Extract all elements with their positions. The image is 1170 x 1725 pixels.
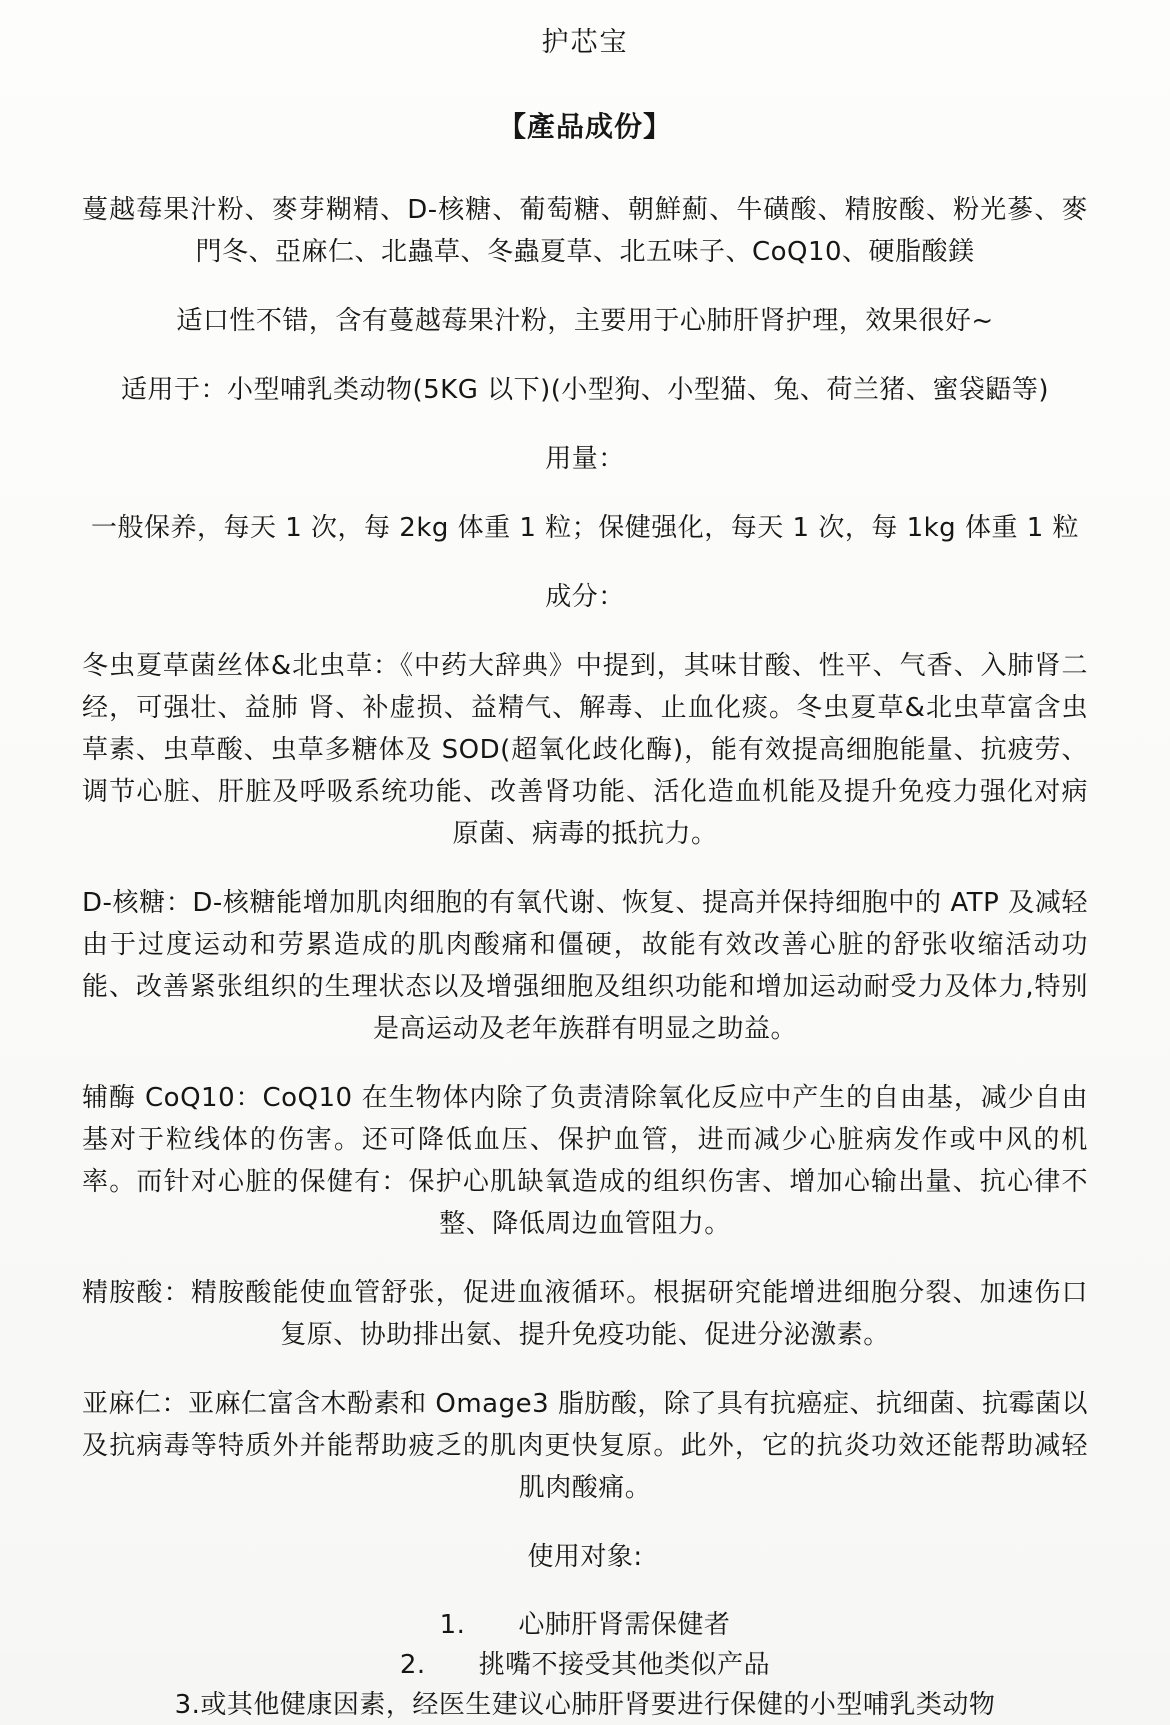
dosage-header: 用量： [545,444,625,474]
ingredients-list: 蔓越莓果汁粉、麥芽糊精、D-核糖、葡萄糖、朝鮮薊、牛磺酸、精胺酸、粉光蔘、麥門冬、亞麻仁、北蟲草、冬蟲夏草、北五味子、CoQ10、硬脂酸鎂 [82,195,1088,267]
document-body [82,20,1088,1725]
components-header: 成分： [545,582,625,612]
paragraph-cordyceps: 冬虫夏草菌丝体&北虫草：《中药大辞典》中提到，其味甘酸、性平、气香、入肺肾二经，可强壮、益肺 肾、补虚损、益精气、解毒、止血化痰。冬虫夏草&北虫草富含虫草素、虫草酸、虫草多糖体及 SOD(超氧化歧化酶)，能有效提高细胞能量、抗疲劳、调节心脏、肝脏及呼吸系统功能、改善肾功能、活化造血机能及提升免疫力强化对病原菌、病毒的抵抗力。 [82,651,1088,849]
paragraph-coq10: 辅酶 CoQ10：CoQ10 在生物体内除了负责清除氧化反应中产生的自由基，减少自由基对于粒线体的伤害。还可降低血压、保护血管，进而减少心脏病发作或中风的机率。而针对心脏的保健有：保护心肌缺氧造成的组织伤害、增加心输出量、抗心律不整、降低周边血管阻力。 [82,1083,1088,1239]
palatability-note: 适口性不错，含有蔓越莓果汁粉，主要用于心肺肝肾护理，效果很好~ [176,306,994,336]
dosage-instructions: 一般保养，每天 1 次，每 2kg 体重 1 粒；保健强化，每天 1 次，每 1kg 体重 1 粒 [90,513,1080,543]
paragraph-arginine: 精胺酸：精胺酸能使血管舒张，促进血液循环。根据研究能增进细胞分裂、加速伤口复原、协助排出氨、提升免疫功能、促进分泌激素。 [82,1278,1088,1350]
usage-target-header: 使用对象: [527,1542,643,1572]
usage-item-2: 2. 挑嘴不接受其他类似产品 [399,1650,771,1680]
applicable-animals: 适用于：小型哺乳类动物(5KG 以下)(小型狗、小型猫、兔、荷兰猪、蜜袋鼯等) [120,375,1050,405]
usage-item-1: 1. 心肺肝肾需保健者 [439,1610,731,1640]
page-title: 护芯宝 [541,27,629,58]
paragraph-d-ribose: D-核糖：D-核糖能增加肌肉细胞的有氧代谢、恢复、提高并保持细胞中的 ATP 及减轻由于过度运动和劳累造成的肌肉酸痛和僵硬，故能有效改善心脏的舒张收缩活动功能、改善紧张组织的生理状态以及增强细胞及组织功能和增加运动耐受力及体力,特别是高运动及老年族群有明显之助益。 [82,888,1088,1044]
paragraph-flaxseed: 亚麻仁：亚麻仁富含木酚素和 Omage3 脂肪酸，除了具有抗癌症、抗细菌、抗霉菌以及抗病毒等特质外并能帮助疲乏的肌肉更快复原。此外，它的抗炎功效还能帮助减轻肌肉酸痛。 [82,1389,1089,1503]
product-ingredients-header: 【產品成份】 [497,110,672,143]
usage-item-3: 3.或其他健康因素，经医生建议心肺肝肾要进行保健的小型哺乳类动物 [174,1690,996,1720]
